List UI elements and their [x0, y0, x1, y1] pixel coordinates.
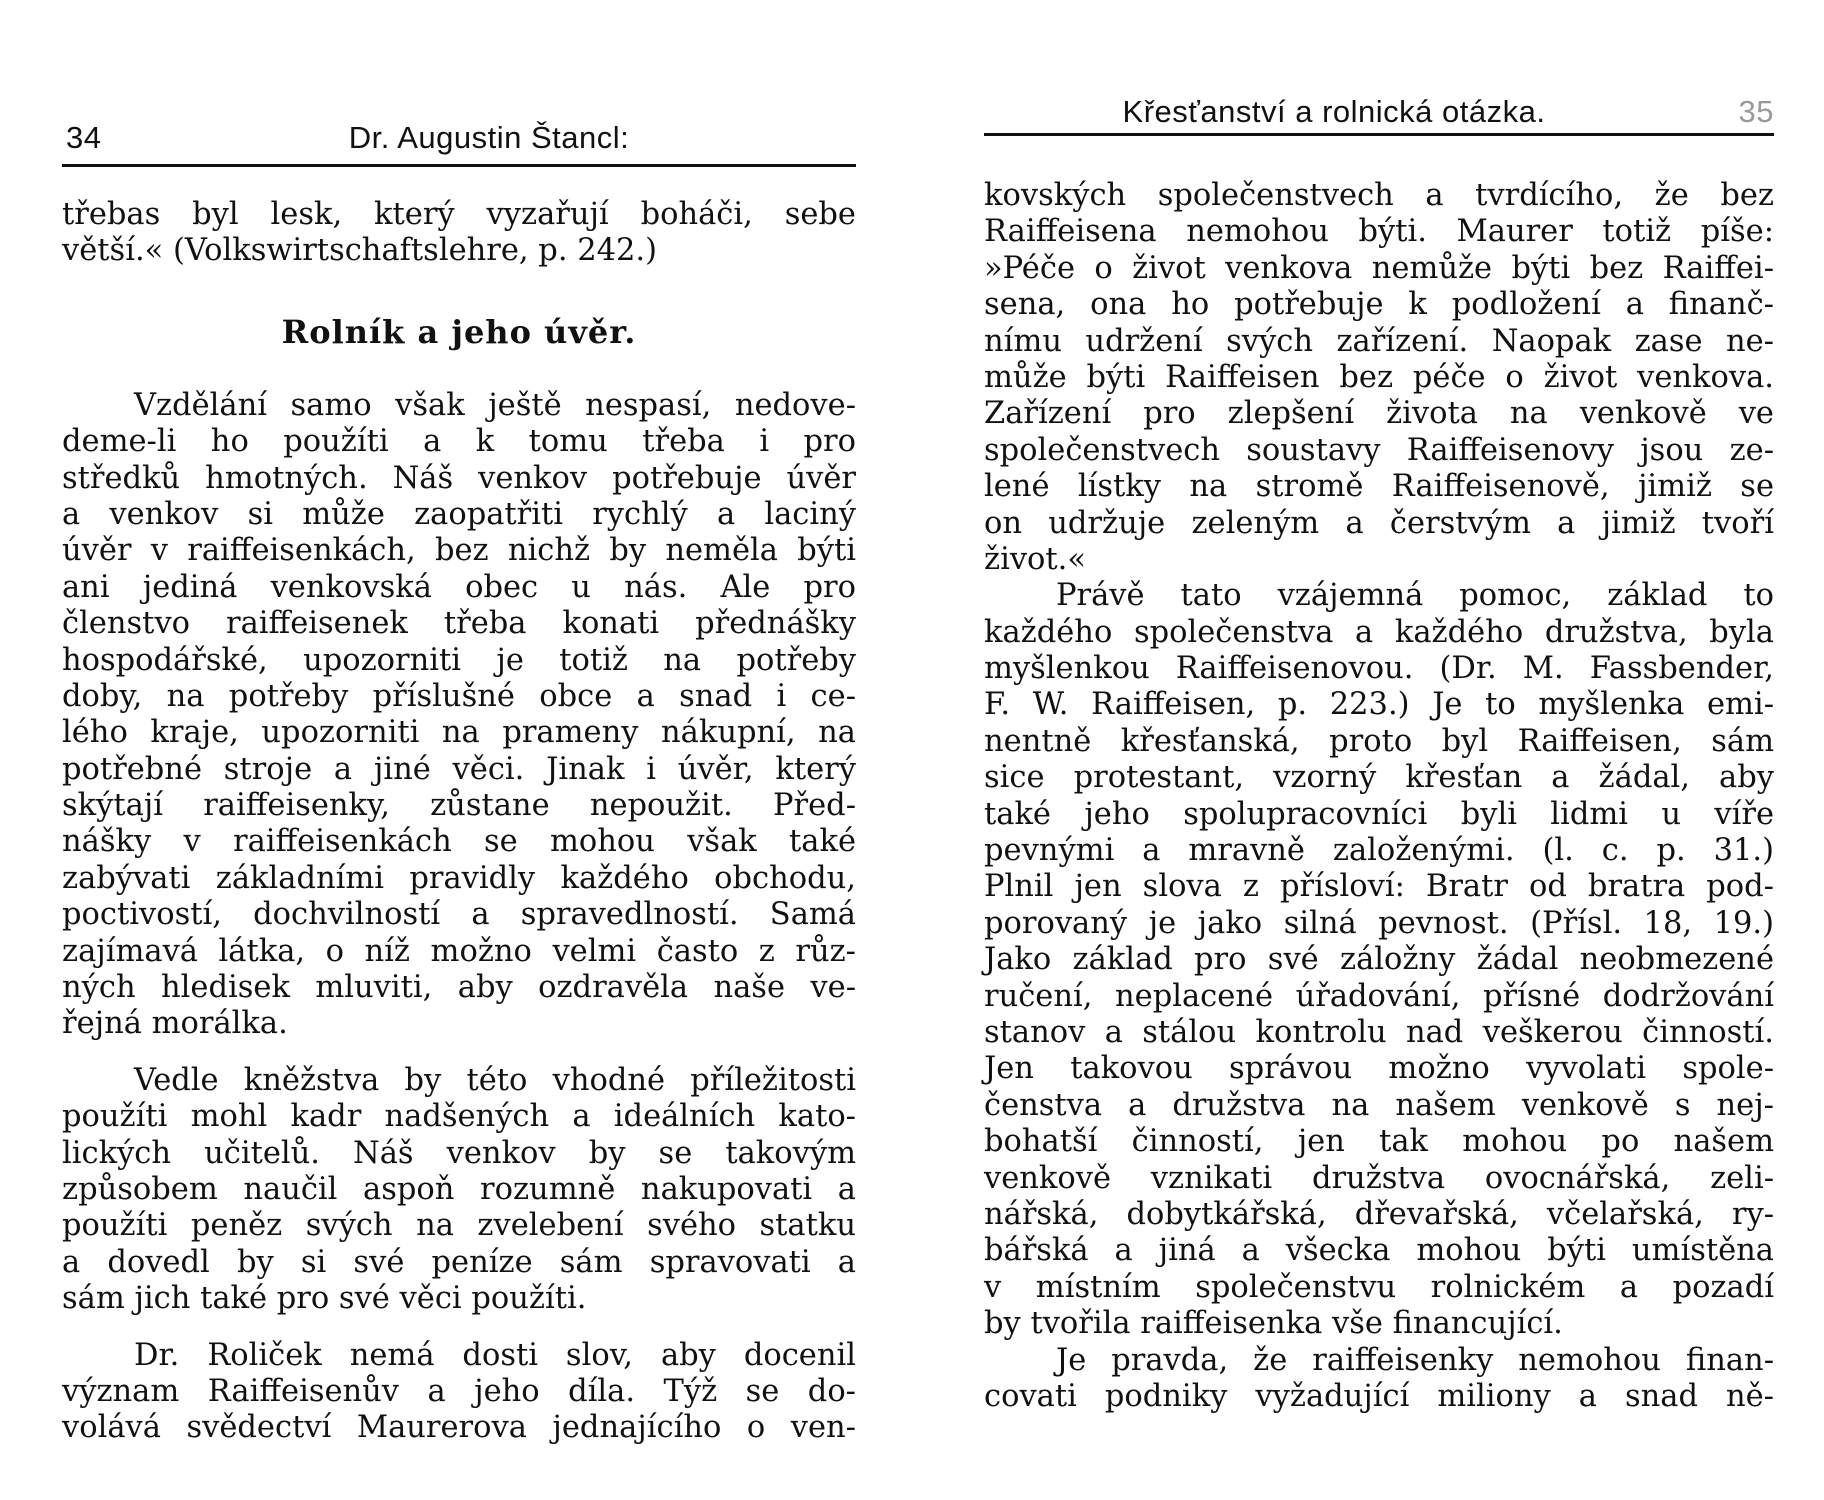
text-line: lého kraje, upozorniti na prameny nákupní, na	[62, 715, 856, 751]
text-line: hospodářské, upozorniti je totiž na potřeby	[62, 642, 856, 678]
paragraph	[984, 578, 1774, 1342]
text-line: Vedle kněžstva by této vhodné příležitosti	[134, 1062, 856, 1098]
text-line: Vzdělání samo však ještě nespasí, nedove-	[134, 387, 856, 423]
paragraph	[62, 1063, 856, 1318]
text-line: a dovedl by si své peníze sám spravovati a	[62, 1244, 856, 1280]
text-line: poctivostí, dochvilností a spravedlností. Samá	[62, 897, 856, 933]
text-line: třebas byl lesk, který vyzařují boháči, sebe	[62, 197, 856, 232]
paragraph	[62, 1338, 856, 1447]
page-body	[984, 178, 1774, 1415]
text-line: a venkov si může zaopatřiti rychlý a laciný	[62, 496, 856, 532]
text-line: také jeho spolupracovníci byli lidmi u víře	[984, 796, 1774, 832]
paragraph	[984, 178, 1774, 578]
left-page	[62, 0, 856, 1500]
text-line: nentně křesťanská, proto byl Raiffeisen, sám	[984, 723, 1774, 759]
text-line: použíti peněz svých na zvelebení svého statku	[62, 1208, 856, 1244]
text-line: myšlenkou Raiffeisenovou. (Dr. M. Fassbender,	[984, 651, 1774, 687]
text-line: ručení, neplacené úřadování, přísné dodržování	[984, 978, 1774, 1014]
text-line: nářská, dobytkářská, dřevařská, včelařská, ry-	[984, 1196, 1774, 1232]
text-line: Dr. Roliček nemá dosti slov, aby docenil	[134, 1337, 856, 1373]
text-line: volává svědectví Maurerova jednajícího o ven-	[62, 1410, 856, 1446]
text-line: zajímavá látka, o níž možno velmi často z růz-	[62, 933, 856, 969]
text-line: život.«	[984, 541, 1087, 577]
text-line: bářská a jiná a všecka mohou býti umístěna	[984, 1233, 1774, 1269]
text-line: ani jediná venkovská obec u nás. Ale pro	[62, 569, 856, 605]
header-rule	[62, 164, 856, 167]
text-line: doby, na potřeby příslušné obce a snad i ce-	[62, 678, 856, 714]
text-line: on udržuje zeleným a čerstvým a jimiž tvoří	[984, 505, 1774, 541]
page-number: 34	[66, 120, 102, 155]
text-line: F. W. Raiffeisen, p. 223.) Je to myšlenka emi-	[984, 687, 1774, 723]
text-line: způsobem naučil aspoň rozumně nakupovati a	[62, 1171, 856, 1207]
text-line: zabývati základními pravidly každého obchodu,	[62, 860, 856, 896]
section-heading: Rolník a jeho úvěr.	[281, 312, 637, 351]
page-body	[62, 197, 856, 1447]
text-line: význam Raiffeisenův a jeho díla. Týž se do-	[62, 1373, 856, 1409]
page-number: 35	[1738, 94, 1774, 129]
header-rule	[984, 133, 1774, 136]
text-line: členstvo raiffeisenek třeba konati přednášky	[62, 606, 856, 642]
text-line: sena, ona ho potřebuje k podložení a finanč-	[984, 287, 1774, 323]
text-line: lických učitelů. Náš venkov by se takovým	[62, 1135, 856, 1171]
text-line: Plnil jen slova z přísloví: Bratr od bratra pod-	[984, 869, 1774, 905]
text-line: Právě tato vzájemná pomoc, základ to	[1056, 578, 1774, 614]
text-line: v místním společenstvu rolnickém a pozadí	[984, 1269, 1774, 1305]
text-line: Jen takovou správou možno vyvolati spole-	[984, 1051, 1774, 1087]
text-line: skýtají raiffeisenky, zůstane nepoužit. Před-	[62, 788, 856, 824]
text-line: řejná morálka.	[62, 1006, 288, 1042]
text-line: covati podniky vyžadující miliony a snad ně-	[984, 1378, 1774, 1414]
text-line: použíti mohl kadr nadšených a ideálních kato-	[62, 1099, 856, 1135]
text-line: větší.« (Volkswirtschaftslehre, p. 242.)	[62, 233, 658, 269]
paragraph	[62, 388, 856, 1043]
text-line: sám jich také pro své věci použíti.	[62, 1281, 587, 1317]
text-line: venkově vznikati družstva ovocnářská, zeli-	[984, 1160, 1774, 1196]
text-line: pevnými a mravně založenými. (l. c. p. 31.)	[984, 833, 1774, 869]
text-line: společenstvech soustavy Raiffeisenovy jsou ze-	[984, 432, 1774, 468]
text-line: úvěr v raiffeisenkách, bez nichž by neměla býti	[62, 533, 856, 569]
text-line: může býti Raiffeisen bez péče o život venkova.	[984, 359, 1774, 395]
text-line: středků hmotných. Náš venkov potřebuje úvěr	[62, 460, 856, 496]
text-line: »Péče o život venkova nemůže býti bez Raiffei-	[984, 250, 1774, 286]
running-title: Dr. Augustin Štancl:	[348, 120, 630, 155]
text-line: nášky v raiffeisenkách se mohou však také	[62, 824, 856, 860]
text-line: kovských společenstvech a tvrdícího, že bez	[984, 178, 1774, 213]
text-line: potřebné stroje a jiné věci. Jinak i úvěr, který	[62, 751, 856, 787]
text-line: lené lístky na stromě Raiffeisenově, jimiž se	[984, 469, 1774, 505]
text-line: Raiffeisena nemohou býti. Maurer totiž píše:	[984, 214, 1774, 250]
paragraph-gap	[62, 1318, 856, 1338]
text-line: Jako základ pro své záložny žádal neobmezené	[984, 942, 1774, 978]
text-line: čenstva a družstva na našem venkově s nej-	[984, 1087, 1774, 1123]
text-line: nímu udržení svých zařízení. Naopak zase ne-	[984, 323, 1774, 359]
text-line: deme-li ho použíti a k tomu třeba i pro	[62, 424, 856, 460]
text-line: každého společenstva a každého družstva, byla	[984, 614, 1774, 650]
text-line: ných hledisek mluviti, aby ozdravěla naše ve-	[62, 970, 856, 1006]
paragraph-gap	[62, 1043, 856, 1063]
running-title: Křesťanství a rolnická otázka.	[1122, 94, 1546, 129]
text-line: by tvořila raiffeisenka vše financující.	[984, 1306, 1563, 1342]
text-line: Zařízení pro zlepšení života na venkově ve	[984, 396, 1774, 432]
text-line: Je pravda, že raiffeisenky nemohou finan-	[1056, 1342, 1774, 1378]
text-line: sice protestant, vzorný křesťan a žádal, aby	[984, 760, 1774, 796]
text-line: porovaný je jako silná pevnost. (Přísl. 18, 19.)	[984, 905, 1774, 941]
text-line: bohatší činností, jen tak mohou po našem	[984, 1124, 1774, 1160]
right-page	[984, 0, 1774, 1500]
text-line: stanov a stálou kontrolu nad veškerou činností.	[984, 1014, 1774, 1050]
running-head	[62, 120, 856, 166]
paragraph	[984, 1343, 1774, 1416]
